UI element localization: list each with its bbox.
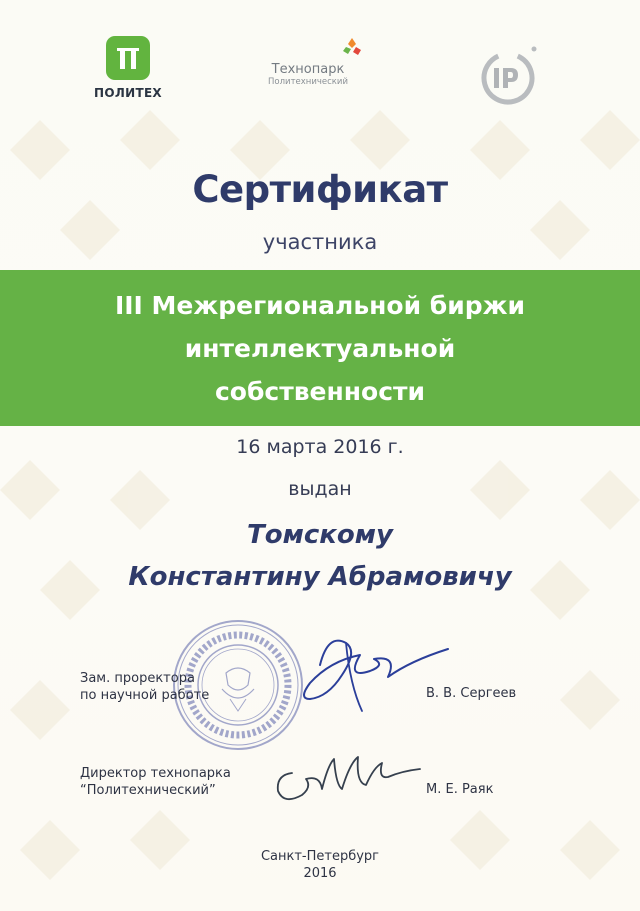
issue-city: Санкт-Петербург [260,849,380,864]
signatory-name: М. Е. Раяк [426,782,494,797]
signatory-name: В. В. Сергеев [426,686,517,701]
signature-rayak [262,745,422,815]
event-date: 16 марта 2016 г. [236,436,404,458]
role-line: по научной работе [80,688,210,703]
event-name [0,284,640,413]
technopark-subtitle: Политехнический [268,77,348,87]
role-line: “Политехнический” [80,783,216,798]
technopark-leaf-icon [342,38,366,60]
ip-logo-icon [472,40,548,116]
role-line: Зам. проректора [80,671,195,686]
issue-place-year [0,848,640,882]
technopark-logo [238,44,378,87]
signatory-role [80,765,231,799]
event-banner [0,270,640,426]
signatory-role [80,670,209,704]
certificate-subtitle: участника [262,230,378,254]
event-line: III Межрегиональной биржи [114,291,526,320]
event-line: собственности [214,377,426,406]
recipient-line: Константину Абрамовичу [128,562,512,592]
signature-sergeev [250,615,450,725]
recipient-name [0,514,640,598]
role-line: Директор технопарка [80,766,231,781]
issue-year: 2016 [303,866,337,881]
technopark-name: Технопарк [271,62,345,77]
pi-logo-icon [106,36,150,80]
issued-to-label: выдан [288,478,352,500]
politeh-logo [92,36,164,100]
event-line: интеллектуальной [184,334,456,363]
politeh-logo-label: ПОЛИТЕХ [94,86,162,100]
recipient-line: Томскому [247,520,393,550]
certificate-title: Сертификат [192,168,448,211]
